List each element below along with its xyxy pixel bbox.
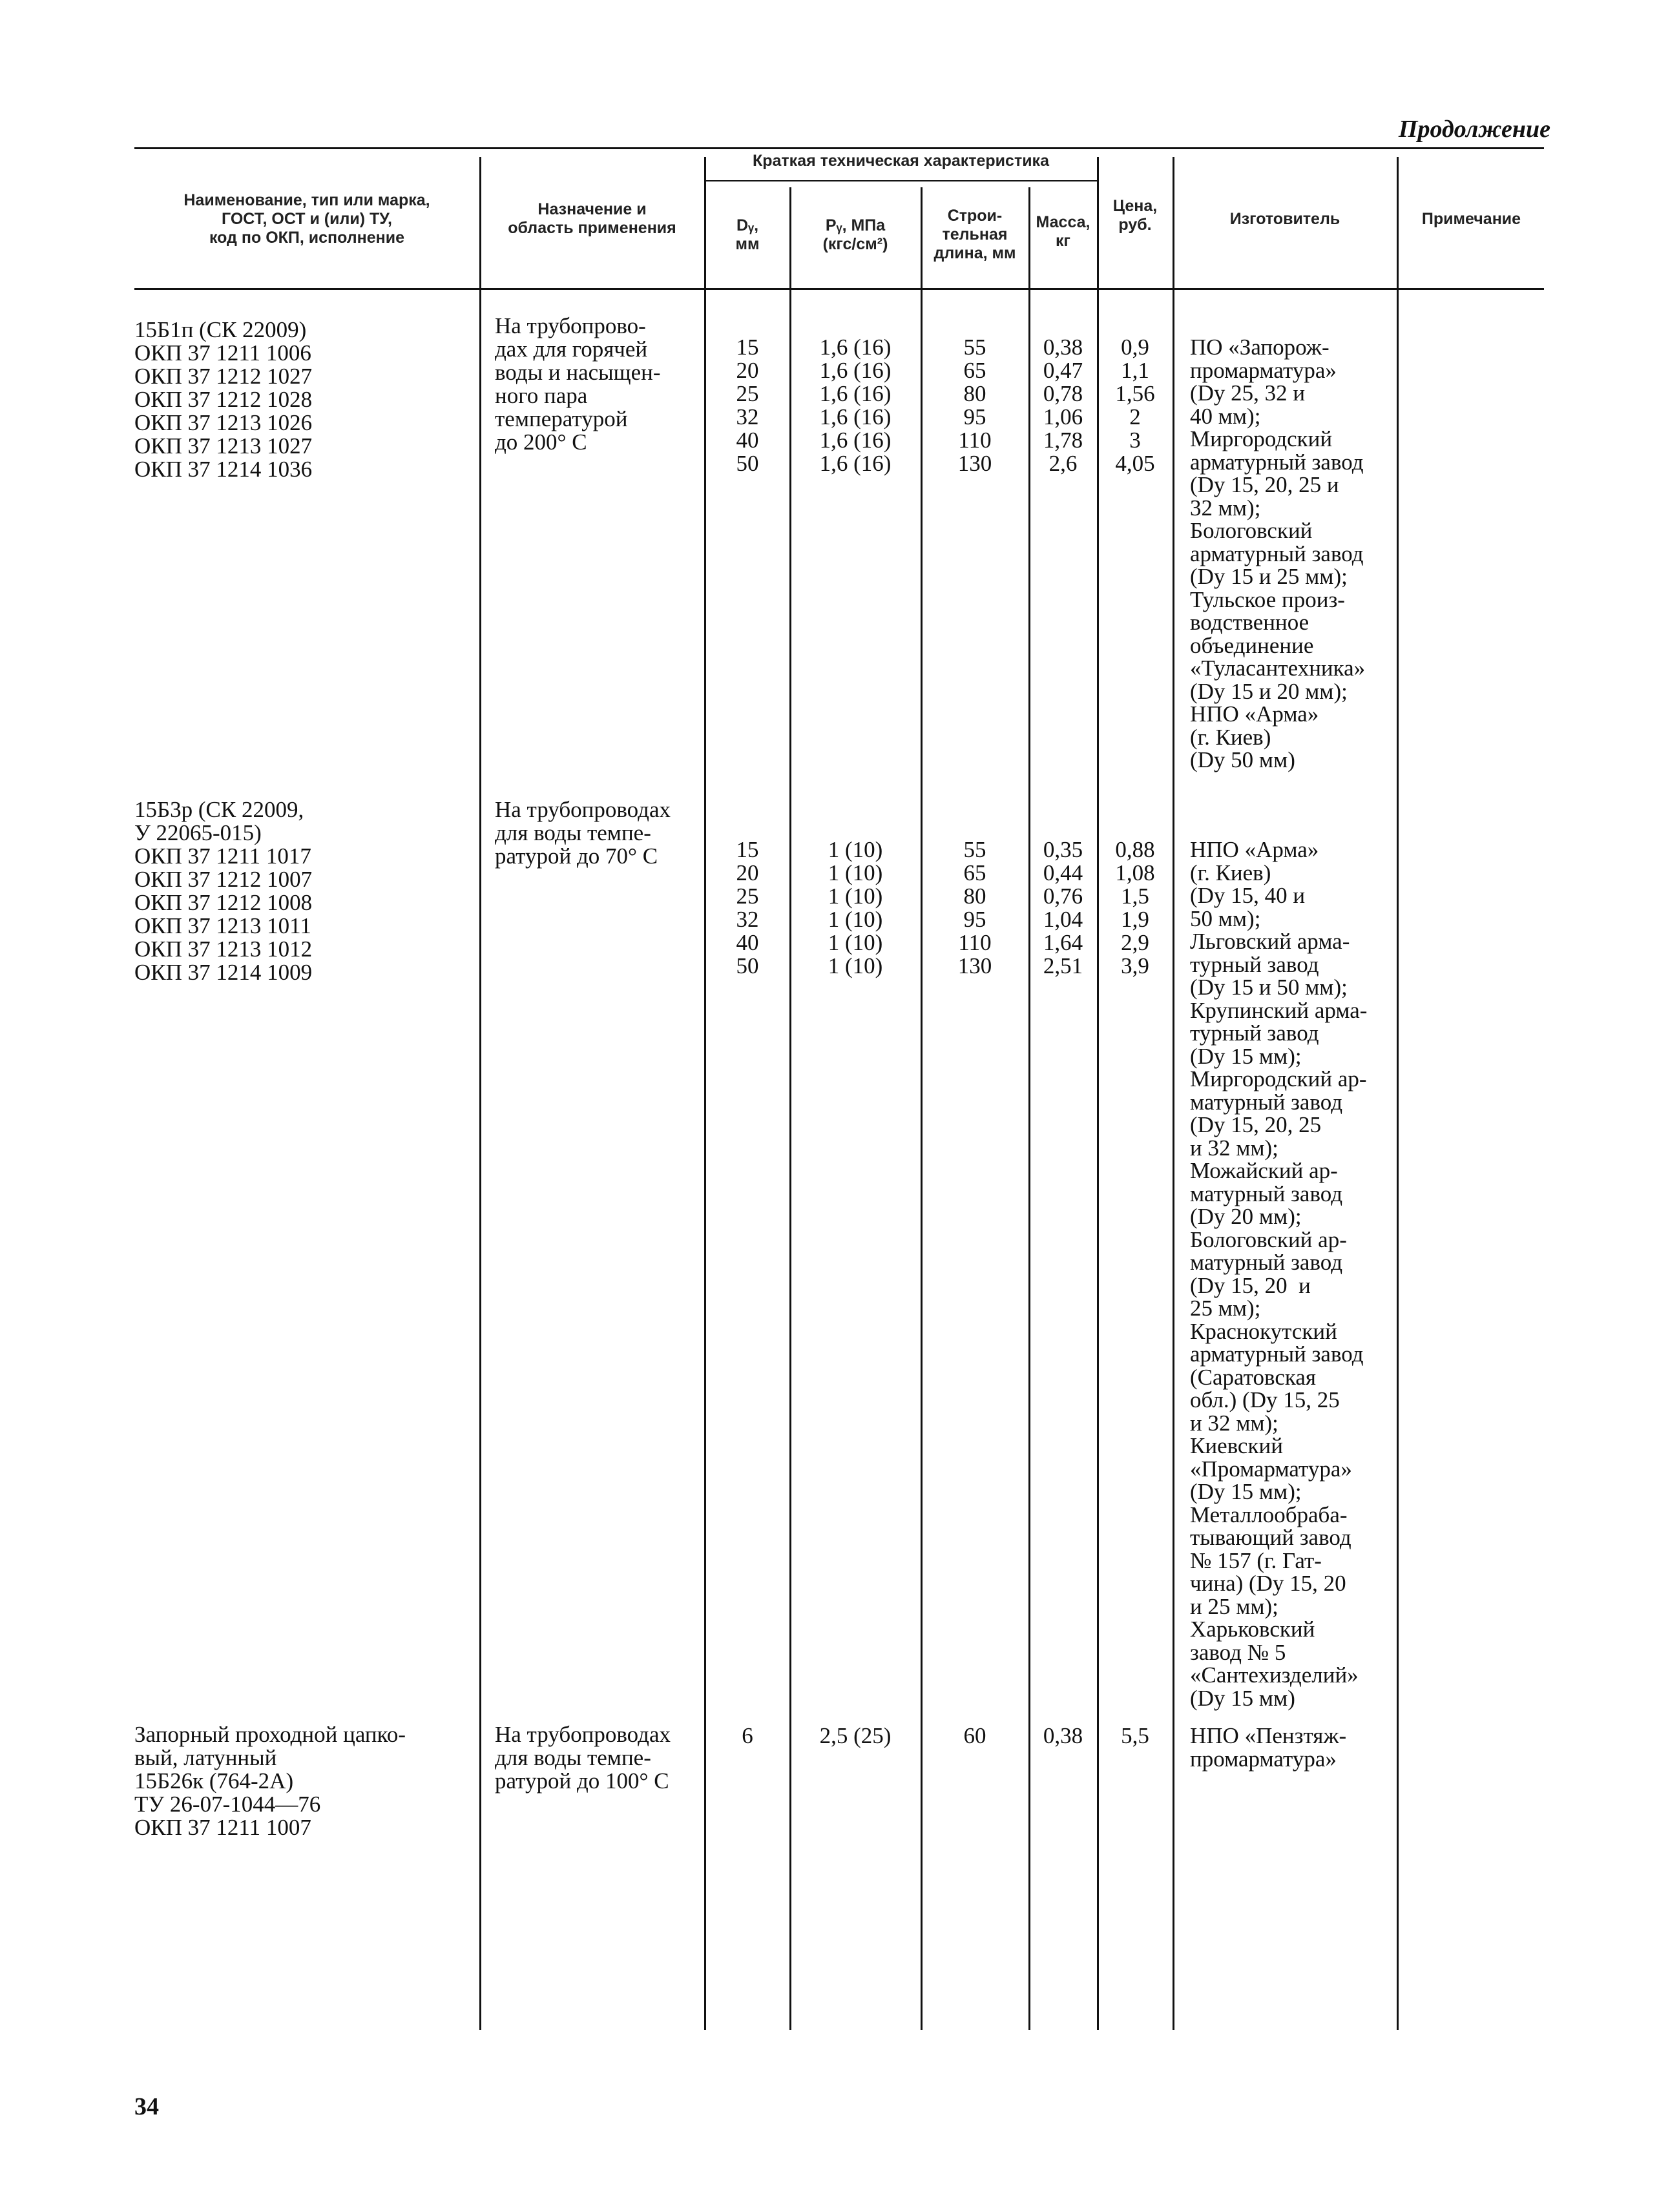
- row-name: 15Б3р (СК 22009, У 22065-015) ОКП 37 1211 1017 ОКП 37 1212 1007 ОКП 37 1212 1008 ОКП 37 1213 1011 ОКП 37 1213 1012 ОКП 37 1214 1009: [134, 797, 313, 985]
- header-price: Цена, руб.: [1112, 197, 1158, 234]
- row-purpose: На трубопроводах для воды темпе- ратурой до 70° С: [495, 797, 671, 869]
- row-dy: 15 20 25 32 40 50: [736, 837, 759, 978]
- row-length: 55 65 80 95 110 130: [957, 837, 992, 978]
- top-rule: [134, 147, 1544, 149]
- col-divider-7: [1173, 157, 1174, 2030]
- col-divider-1: [479, 157, 481, 2030]
- row-py: 1 (10) 1 (10) 1 (10) 1 (10) 1 (10) 1 (10): [828, 837, 883, 978]
- row-dy: 15 20 25 32 40 50: [736, 335, 759, 476]
- header-dy: Dᵧ, мм: [735, 216, 760, 253]
- row-name: 15Б1п (СК 22009) ОКП 37 1211 1006 ОКП 37 1212 1027 ОКП 37 1212 1028 ОКП 37 1213 1026 ОКП 37 1213 1027 ОКП 37 1214 1036: [134, 317, 313, 482]
- header-manufacturer: Изготовитель: [1229, 210, 1340, 228]
- row-manufacturer: НПО «Пензтяж- промарматура»: [1190, 1723, 1347, 1772]
- row-py: 2,5 (25): [819, 1723, 892, 1748]
- row-manufacturer: ПО «Запорож- промарматура» (Dу 25, 32 и 40 мм); Миргородский арматурный завод (Dу 15, 20, 25 и 32 мм); Бологовский арматурный завод (Dу 15 и 25 мм); Тульское произ- водственное объединение «Туласантехника» (Dу 15 и 20 мм); НПО «Арма» (г. Киев) (Dу 50 мм): [1190, 335, 1366, 772]
- row-price: 0,9 1,1 1,56 2 3 4,05: [1115, 335, 1155, 476]
- row-purpose: На трубопрово- дах для горячей воды и насыщен- ного пара температурой до 200° С: [495, 313, 661, 455]
- row-price: 5,5: [1121, 1723, 1149, 1748]
- header-tech-group: Краткая техническая характеристика: [753, 152, 1049, 170]
- row-manufacturer: НПО «Арма» (г. Киев) (Dу 15, 40 и 50 мм); Льговский арма- турный завод (Dу 15 и 50 мм); Крупинский арма- турный завод (Dу 15 мм); Миргородский ар- матурный завод (Dу 15, 20, 25 и 32 мм); Можайский ар- матурный завод (Dу 20 мм); Бологовский ар- матурный завод (Dу 15, 20 и 25 мм); Краснокутский арматурный завод (Саратовская обл.) (Dу 15, 25 и 32 мм); Киевский «Промарматура» (Dу 15 мм); Металлообраба- тывающий завод № 157 (г. Гат- чина) (Dу 15, 20 и 25 мм); Харьковский завод № 5 «Сантехизделий» (Dу 15 мм): [1190, 837, 1368, 1711]
- header-mass: Масса, кг: [1036, 213, 1090, 250]
- row-mass: 0,38: [1043, 1723, 1083, 1748]
- header-bottom-rule: [134, 288, 1544, 290]
- header-note: Примечание: [1421, 210, 1521, 228]
- col-divider-8: [1397, 157, 1399, 2030]
- header-purpose: Назначение и область применения: [508, 200, 676, 237]
- header-length: Строи- тельная длина, мм: [933, 207, 1016, 262]
- row-py: 1,6 (16) 1,6 (16) 1,6 (16) 1,6 (16) 1,6 (16) 1,6 (16): [819, 335, 892, 476]
- row-length: 55 65 80 95 110 130: [957, 335, 992, 476]
- row-length: 60: [963, 1723, 986, 1748]
- header-py: Pᵧ, МПа (кгс/см²): [822, 216, 888, 253]
- header-name: Наименование, тип или марка, ГОСТ, ОСТ и (или) ТУ, код по ОКП, исполнение: [183, 191, 430, 247]
- page-number: 34: [134, 2093, 159, 2120]
- row-purpose: На трубопроводах для воды темпе- ратурой до 100° С: [495, 1722, 671, 1793]
- tech-group-rule: [704, 180, 1097, 181]
- row-mass: 0,35 0,44 0,76 1,04 1,64 2,51: [1043, 837, 1083, 978]
- row-dy: 6: [742, 1723, 753, 1748]
- row-mass: 0,38 0,47 0,78 1,06 1,78 2,6: [1043, 335, 1083, 476]
- continuation-label: Продолжение: [1398, 116, 1550, 143]
- row-price: 0,88 1,08 1,5 1,9 2,9 3,9: [1115, 837, 1155, 978]
- row-name: Запорный проходной цапко- вый, латунный 15Б26к (764-2А) ТУ 26-07-1044—76 ОКП 37 1211 1007: [134, 1722, 406, 1840]
